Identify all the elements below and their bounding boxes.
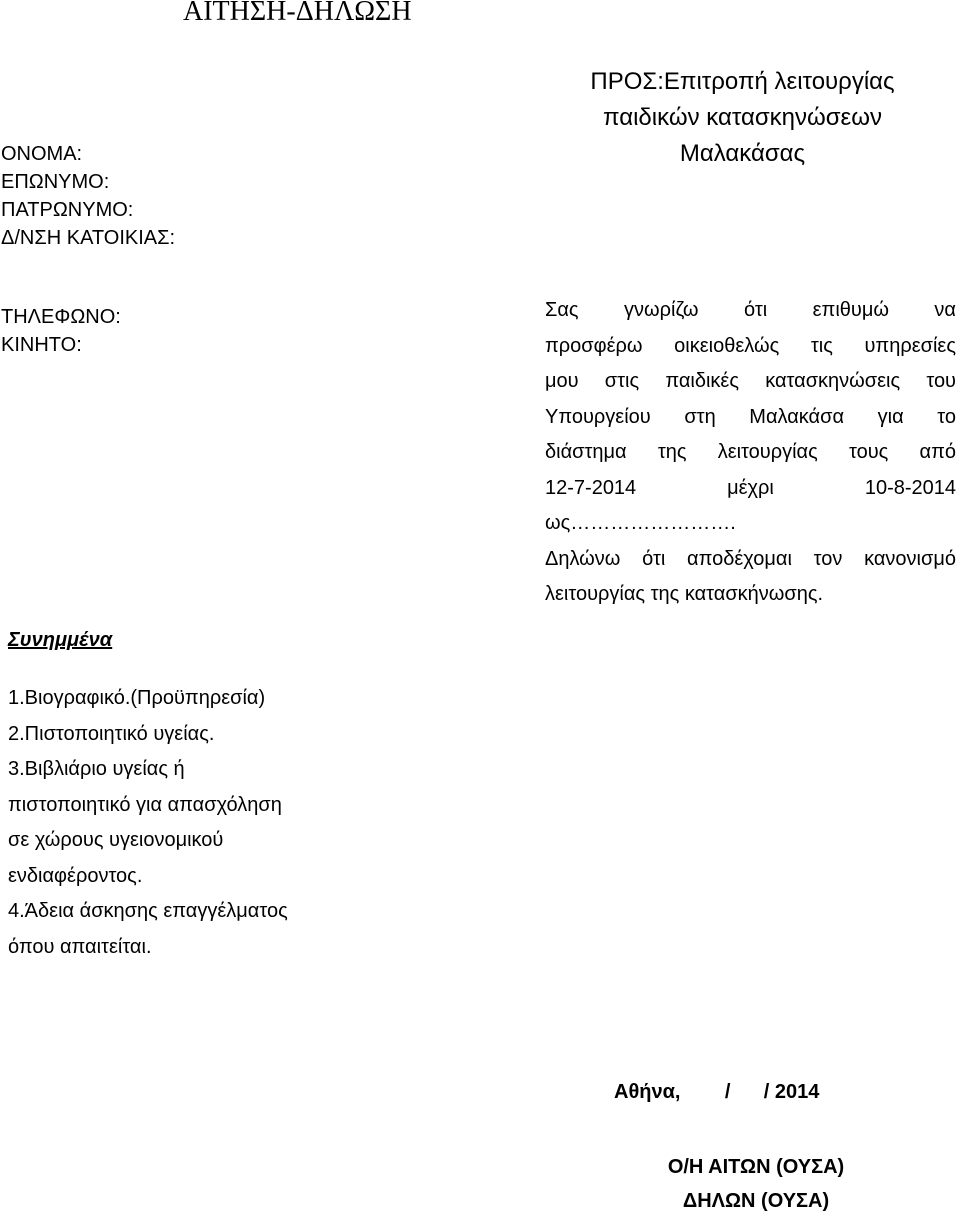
signature-declarant: ΔΗΛΩΝ (ΟΥΣΑ) (682, 1190, 830, 1212)
attachment-item: 4.Άδεια άσκησης επαγγέλματος (8, 900, 288, 922)
letter-line: Σας γνωρίζω ότι επιθυμώ να (545, 299, 956, 321)
letter-line: Υπουργείου στη Μαλακάσα για το (545, 405, 956, 428)
attachment-item: 2.Πιστοποιητικό υγείας. (8, 722, 215, 745)
contact-fields (1, 303, 121, 359)
attachment-item: πιστοποιητικό για απασχόληση (8, 793, 282, 816)
letter-line: διάστημα της λειτουργίας τους από (545, 441, 956, 463)
recipient-block (546, 64, 939, 172)
attachments-heading: Συνημμένα (8, 629, 113, 651)
letter-line: λειτουργίας της κατασκήνωσης. (545, 583, 824, 605)
attachment-item: 1.Βιογραφικό.(Προϋπηρεσία) (8, 687, 266, 709)
attachment-item: σε χώρους υγειονομικού (8, 829, 224, 851)
letter-body (545, 293, 956, 613)
letter-line: ως……………………. (545, 512, 736, 534)
signature-applicant: Ο/Η ΑΙΤΩΝ (ΟΥΣΑ) (667, 1156, 845, 1178)
field-fathers-name-label: ΠΑΤΡΩΝΥΜΟ: (1, 199, 134, 221)
field-address-label: Δ/ΝΣΗ ΚΑΤΟΙΚΙΑΣ: (1, 227, 176, 249)
signature-block (630, 1150, 882, 1218)
field-mobile-label: ΚΙΝΗΤΟ: (1, 334, 82, 356)
field-phone-label: ΤΗΛΕΦΩΝΟ: (1, 306, 121, 328)
attachment-item: 3.Βιβλιάριο υγείας ή (8, 758, 185, 780)
letter-line: 12-7-2014 μέχρι 10-8-2014 (545, 476, 956, 499)
applicant-fields (1, 140, 175, 252)
document-title: ΑΙΤΗΣΗ-ΔΗΛΩΣΗ (183, 0, 412, 27)
letter-line: μου στις παιδικές κατασκηνώσεις του (545, 370, 956, 392)
attachments-list (8, 681, 288, 965)
attachment-item: όπου απαιτείται. (8, 935, 152, 958)
recipient-line: Μαλακάσας (679, 140, 806, 167)
recipient-line: ΠΡΟΣ:Επιτροπή λειτουργίας (590, 68, 895, 95)
date-line: Αθήνα, / / 2014 (614, 1081, 820, 1103)
field-surname-label: ΕΠΩΝΥΜΟ: (1, 171, 110, 193)
field-name-label: ΟΝΟΜΑ: (1, 143, 83, 165)
letter-line: Δηλώνω ότι αποδέχομαι τον κανονισμό (545, 547, 956, 570)
recipient-line: παιδικών κατασκηνώσεων (603, 104, 882, 131)
letter-line: προσφέρω οικειοθελώς τις υπηρεσίες (545, 334, 956, 357)
attachment-item: ενδιαφέροντος. (8, 864, 143, 887)
